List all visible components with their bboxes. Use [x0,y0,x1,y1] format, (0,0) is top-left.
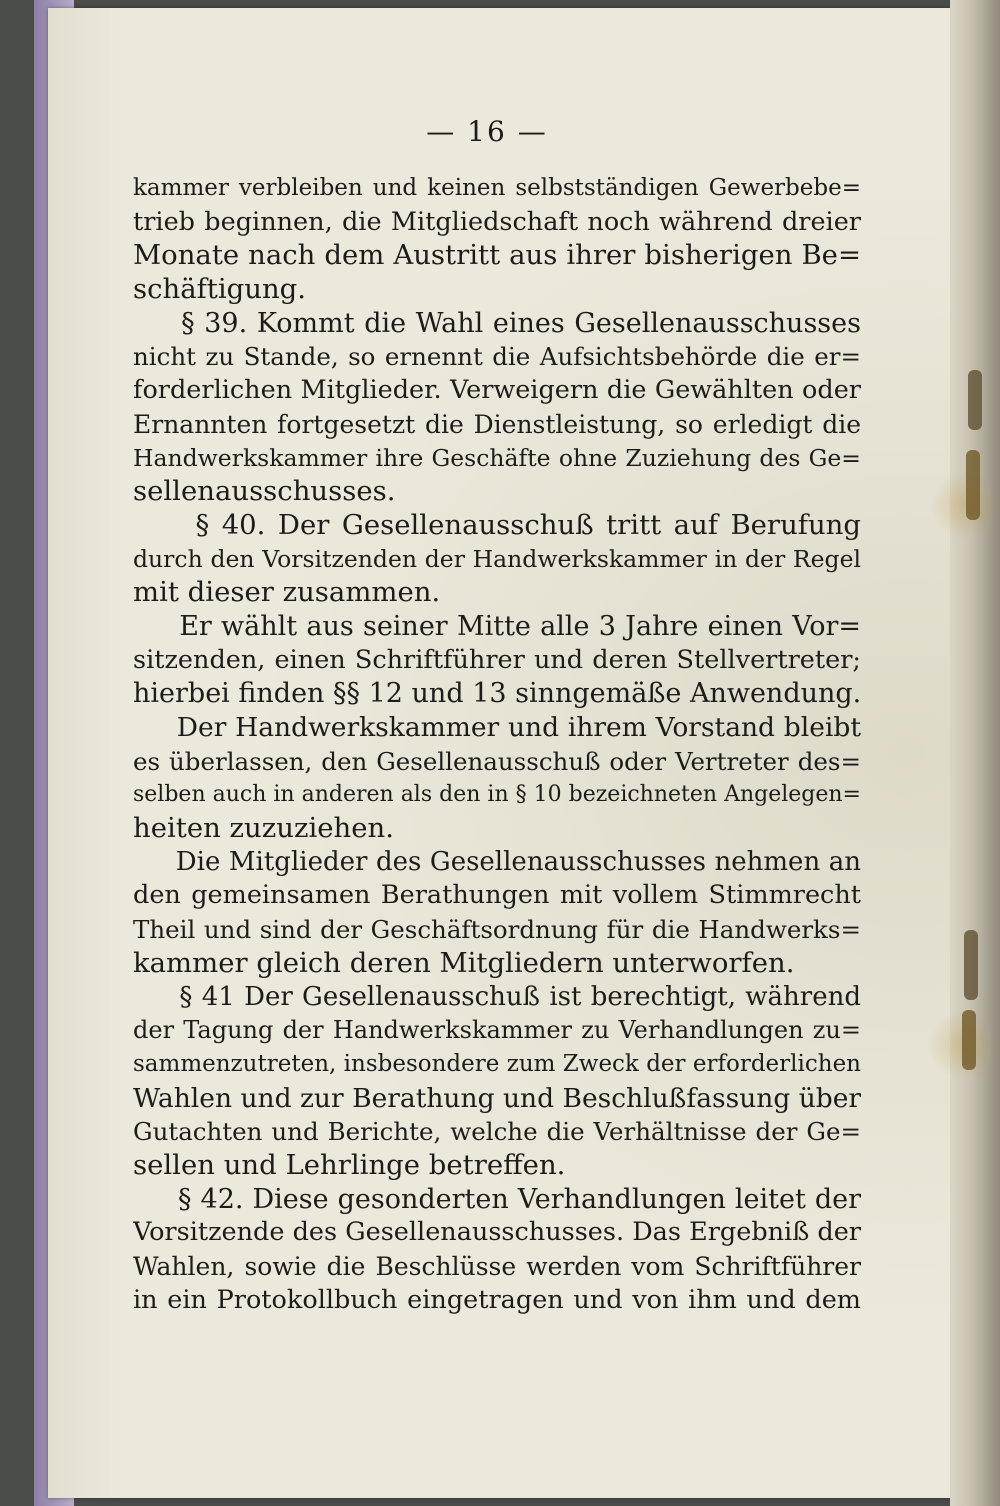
text-line: § 42. Diese gesonderten Verhandlungen leitet der [133,1183,861,1215]
text-line: trieb beginnen, die Mitgliedschaft noch während dreier [133,206,861,237]
text-line: den gemeinsamen Berathungen mit vollem Stimmrecht [133,880,861,911]
text-line: kammer gleich deren Mitgliedern unterworfen. [133,946,795,979]
text-line: Wahlen, sowie die Beschlüsse werden vom Schriftführer [133,1252,861,1281]
text-line: mit dieser zusammen. [133,576,441,609]
facing-page-edge [950,0,1000,1506]
text-line: § 41 Der Gesellenausschuß ist berechtigt, während [133,981,861,1012]
text-line: Monate nach dem Austritt aus ihrer bisherigen Be= [133,239,861,272]
text-line: selben auch in anderen als den in § 10 bezeichneten Angelegen= [133,782,861,808]
text-line: Theil und sind der Geschäftsordnung für die Handwerks= [133,915,861,945]
text-line: § 39. Kommt die Wahl eines Gesellenausschusses [133,307,861,339]
page-text [133,112,861,1317]
binding-stain [968,370,982,430]
text-line: Handwerkskammer ihre Geschäfte ohne Zuziehung des Ge= [133,443,861,472]
stain-halo [930,470,1000,540]
text-line: Ernannten fortgesetzt die Dienstleistung, so erledigt die [133,409,861,439]
text-line: in ein Protokollbuch eingetragen und von ihm und dem [133,1284,861,1315]
text-line: § 40. Der Gesellenausschuß tritt auf Berufung [133,508,861,541]
binding-stain [966,450,980,520]
text-line: Die Mitglieder des Gesellenausschusses nehmen an [133,846,861,877]
text-line: sellen und Lehrlinge betreffen. [133,1148,566,1181]
text-line: Wahlen und zur Berathung und Beschlußfassung über [133,1082,861,1114]
text-line: heiten zuzuziehen. [133,812,394,845]
text-line: sitzenden, einen Schriftführer und deren Stellvertreter; [133,644,861,675]
text-line: sellenausschusses. [133,475,396,508]
text-line: Der Handwerkskammer und ihrem Vorstand bleibt [133,712,861,743]
text-lines [133,172,861,1317]
text-line: durch den Vorsitzenden der Handwerkskammer in der Regel [133,544,861,573]
text-line: forderlichen Mitglieder. Verweigern die Gewählten oder [133,375,861,406]
text-line: schäftigung. [133,273,307,306]
text-line: es überlassen, den Gesellenausschuß oder Vertreter des= [133,746,861,776]
text-line: Gutachten und Berichte, welche die Verhältnisse der Ge= [133,1117,861,1147]
binding-stain [964,930,978,1000]
binding-stain [962,1010,976,1070]
text-line: sammenzutreten, insbesondere zum Zweck der erforderlichen [133,1050,861,1077]
text-line: kammer verbleiben und keinen selbstständigen Gewerbebe= [133,175,861,201]
text-line: Vorsitzende des Gesellenausschusses. Das Ergebniß der [133,1217,861,1248]
text-line: hierbei finden §§ 12 und 13 sinngemäße Anwendung. [133,678,861,710]
text-line: Er wählt aus seiner Mitte alle 3 Jahre einen Vor= [133,610,861,642]
text-line: nicht zu Stande, so ernennt die Aufsichtsbehörde die er= [133,342,861,372]
page-number: — 16 — [426,115,548,148]
text-line: der Tagung der Handwerkskammer zu Verhandlungen zu= [133,1016,861,1045]
